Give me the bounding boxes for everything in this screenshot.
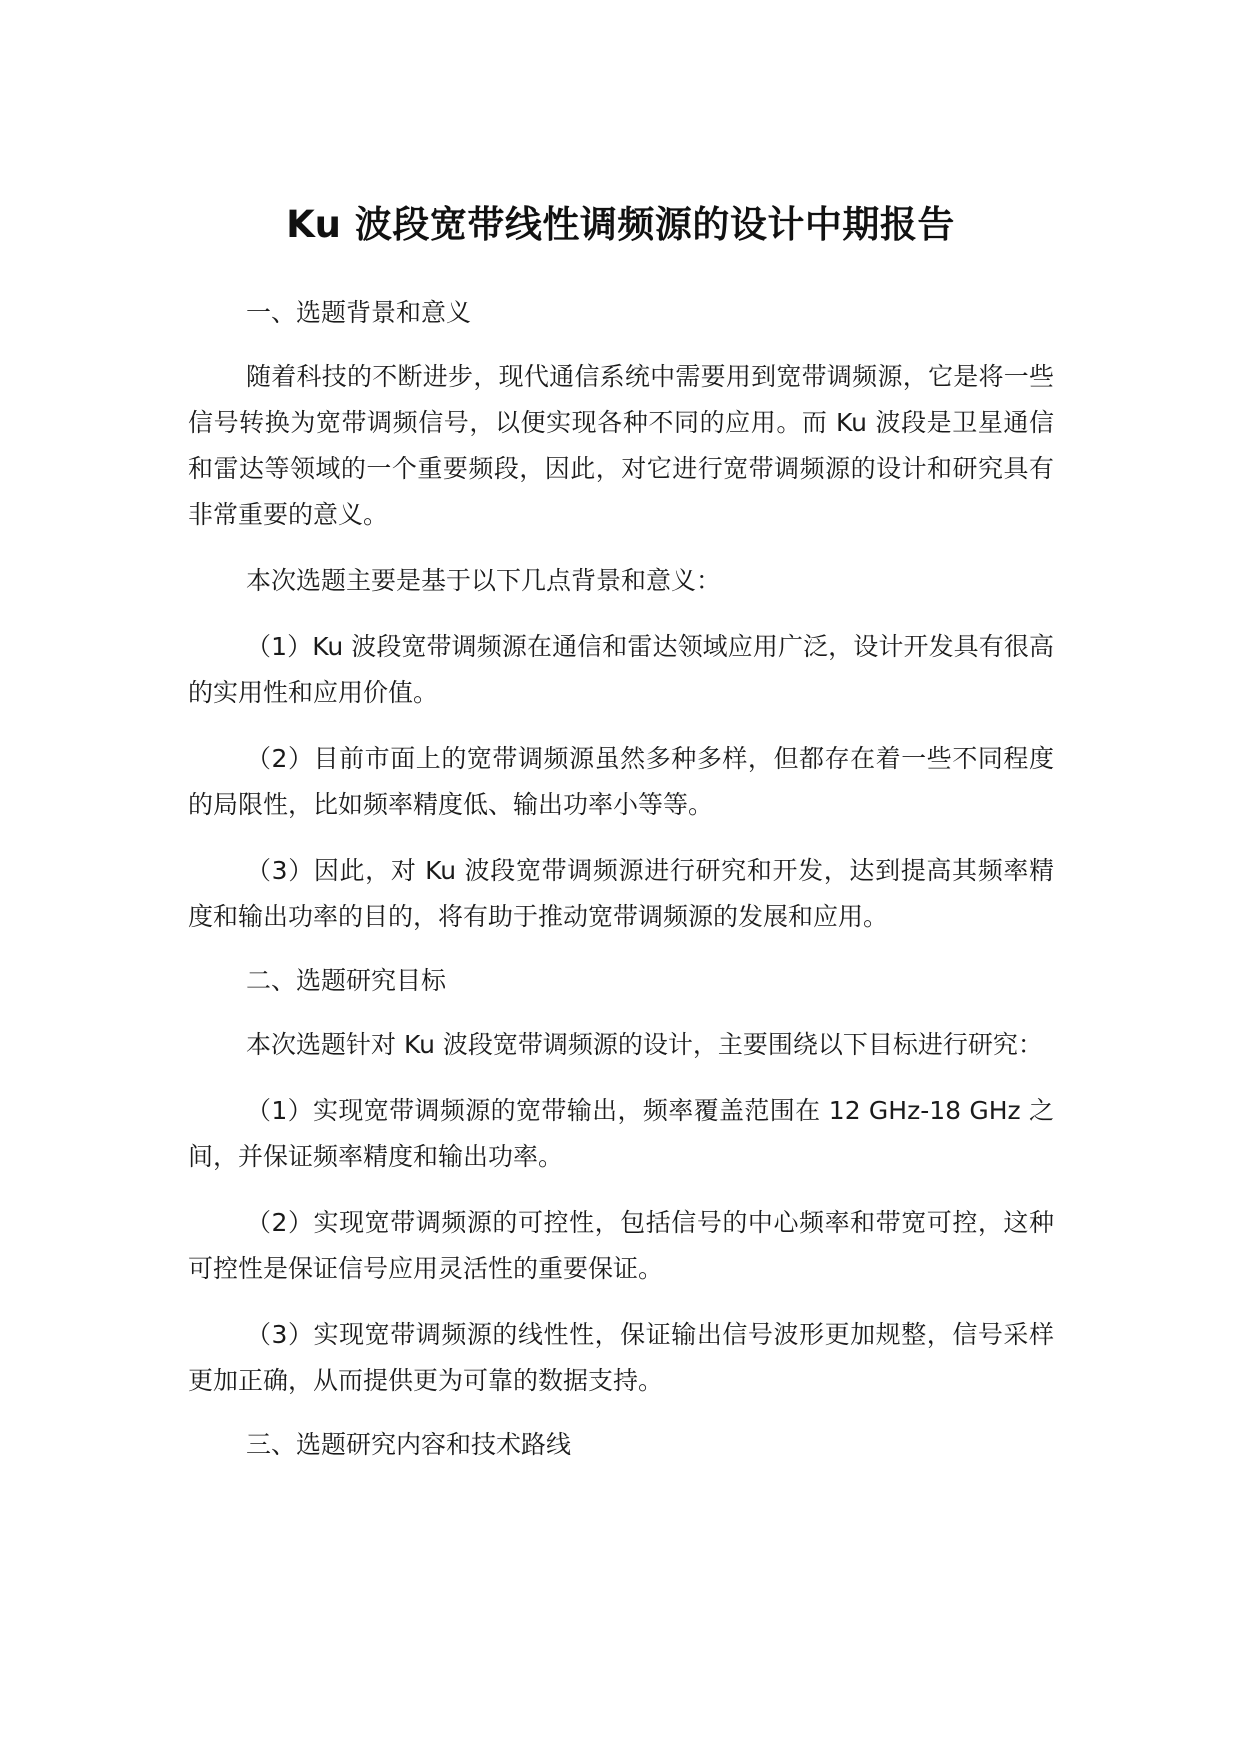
section-1-heading: 一、选题背景和意义 — [246, 298, 472, 327]
section-1-item-1: （1）Ku 波段宽带调频源在通信和雷达领域应用广泛，设计开发具有很高的实用性和应用价值。 — [188, 632, 1054, 707]
section-1-paragraph-1: 随着科技的不断进步，现代通信系统中需要用到宽带调频源，它是将一些信号转换为宽带调频信号，以便实现各种不同的应用。而 Ku 波段是卫星通信和雷达等领域的一个重要频段，因此，对它进行宽带调频源的设计和研究具有非常重要的意义。 — [188, 362, 1054, 529]
section-1-paragraph-2: 本次选题主要是基于以下几点背景和意义： — [246, 566, 722, 595]
section-3-heading: 三、选题研究内容和技术路线 — [246, 1430, 572, 1459]
section-2-item-2: （2）实现宽带调频源的可控性，包括信号的中心频率和带宽可控，这种可控性是保证信号应用灵活性的重要保证。 — [188, 1208, 1054, 1283]
section-1-item-3: （3）因此，对 Ku 波段宽带调频源进行研究和开发，达到提高其频率精度和输出功率的目的，将有助于推动宽带调频源的发展和应用。 — [188, 856, 1054, 931]
section-1-item-2: （2）目前市面上的宽带调频源虽然多种多样，但都存在着一些不同程度的局限性，比如频率精度低、输出功率小等等。 — [188, 744, 1054, 819]
section-2-item-3: （3）实现宽带调频源的线性性，保证输出信号波形更加规整，信号采样更加正确，从而提供更为可靠的数据支持。 — [188, 1320, 1054, 1395]
section-2-paragraph-1: 本次选题针对 Ku 波段宽带调频源的设计，主要围绕以下目标进行研究： — [246, 1030, 1043, 1059]
document-title: Ku 波段宽带线性调频源的设计中期报告 — [286, 202, 955, 246]
section-2-item-1: （1）实现宽带调频源的宽带输出，频率覆盖范围在 12 GHz-18 GHz 之间，并保证频率精度和输出功率。 — [188, 1096, 1054, 1171]
section-2-heading: 二、选题研究目标 — [246, 966, 447, 995]
document-body — [188, 290, 1054, 1468]
